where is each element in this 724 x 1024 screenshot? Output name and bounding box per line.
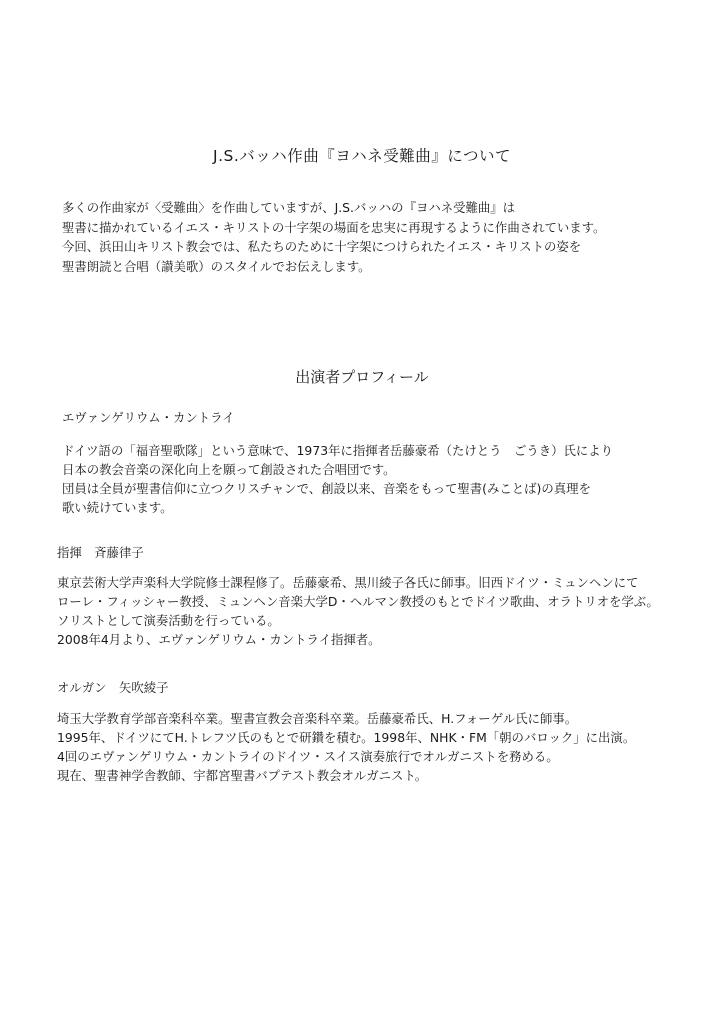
choir-heading: エヴァンゲリウム・カントライ [62, 410, 235, 425]
conductor-line: 東京芸術大学声楽科大学院修士課程修了。岳藤豪希、黒川綾子各氏に師事。旧西ドイツ・ミュンヘンにて [57, 575, 639, 590]
intro-line: 今回、浜田山キリスト教会では、私たちのために十字架につけられたイエス・キリストの姿を [62, 239, 582, 254]
intro-line: 聖書に描かれているイエス・キリストの十字架の場面を忠実に再現するように作曲されています。 [62, 219, 606, 235]
intro-line: 多くの作曲家が〈受難曲〉を作曲していますが、J.S.バッハの『ヨハネ受難曲』は [62, 200, 516, 215]
conductor-line: 2008年4月より、エヴァンゲリウム・カントライ指揮者。 [57, 632, 381, 647]
organist-line: 1995年、ドイツにてH.トレフツ氏のもとで研鑽を積む。1998年、NHK・FM「朝のバロック」に出演。 [57, 730, 636, 745]
document-title: J.S.バッハ作曲『ヨハネ受難曲』について [213, 147, 511, 165]
choir-line: 歌い続けています。 [62, 500, 173, 515]
conductor-line: ローレ・フィッシャー教授、ミュンヘン音楽大学D・ヘルマン教授のもとでドイツ歌曲、オラトリオを学ぶ。 [57, 594, 659, 609]
organist-line: 4回のエヴァンゲリウム・カントライのドイツ・スイス演奏旅行でオルガニストを務める。 [57, 749, 559, 764]
organist-line: 現在、聖書神学舎教師、宇都宮聖書バプテスト教会オルガニスト。 [57, 768, 428, 783]
choir-description [62, 441, 613, 517]
choir-line: 日本の教会音楽の深化向上を願って創設された合唱団です。 [62, 462, 396, 477]
conductor-description [57, 573, 659, 649]
conductor-heading: 指揮 斉藤律子 [57, 545, 144, 560]
choir-line: ドイツ語の「福音聖歌隊」という意味で、1973年に指揮者岳藤豪希（たけとう ごうき）氏により [62, 443, 614, 458]
intro-line: 聖書朗読と合唱（讃美歌）のスタイルでお伝えします。 [62, 258, 371, 274]
choir-line: 団員は全員が聖書信仰に立つクリスチャンで、創設以来、音楽をもって聖書(みことば)の真理を [62, 481, 591, 496]
organist-line: 埼玉大学教育学部音楽科卒業。聖書宣教会音楽科卒業。岳藤豪希氏、H.フォーゲル氏に師事。 [57, 711, 578, 726]
profile-section-title: 出演者プロフィール [295, 368, 429, 386]
organist-description [57, 709, 635, 785]
organist-heading: オルガン 矢吹綾子 [57, 680, 169, 695]
conductor-line: ソリストとして演奏活動を行っている。 [57, 613, 280, 628]
intro-paragraph [62, 198, 605, 276]
